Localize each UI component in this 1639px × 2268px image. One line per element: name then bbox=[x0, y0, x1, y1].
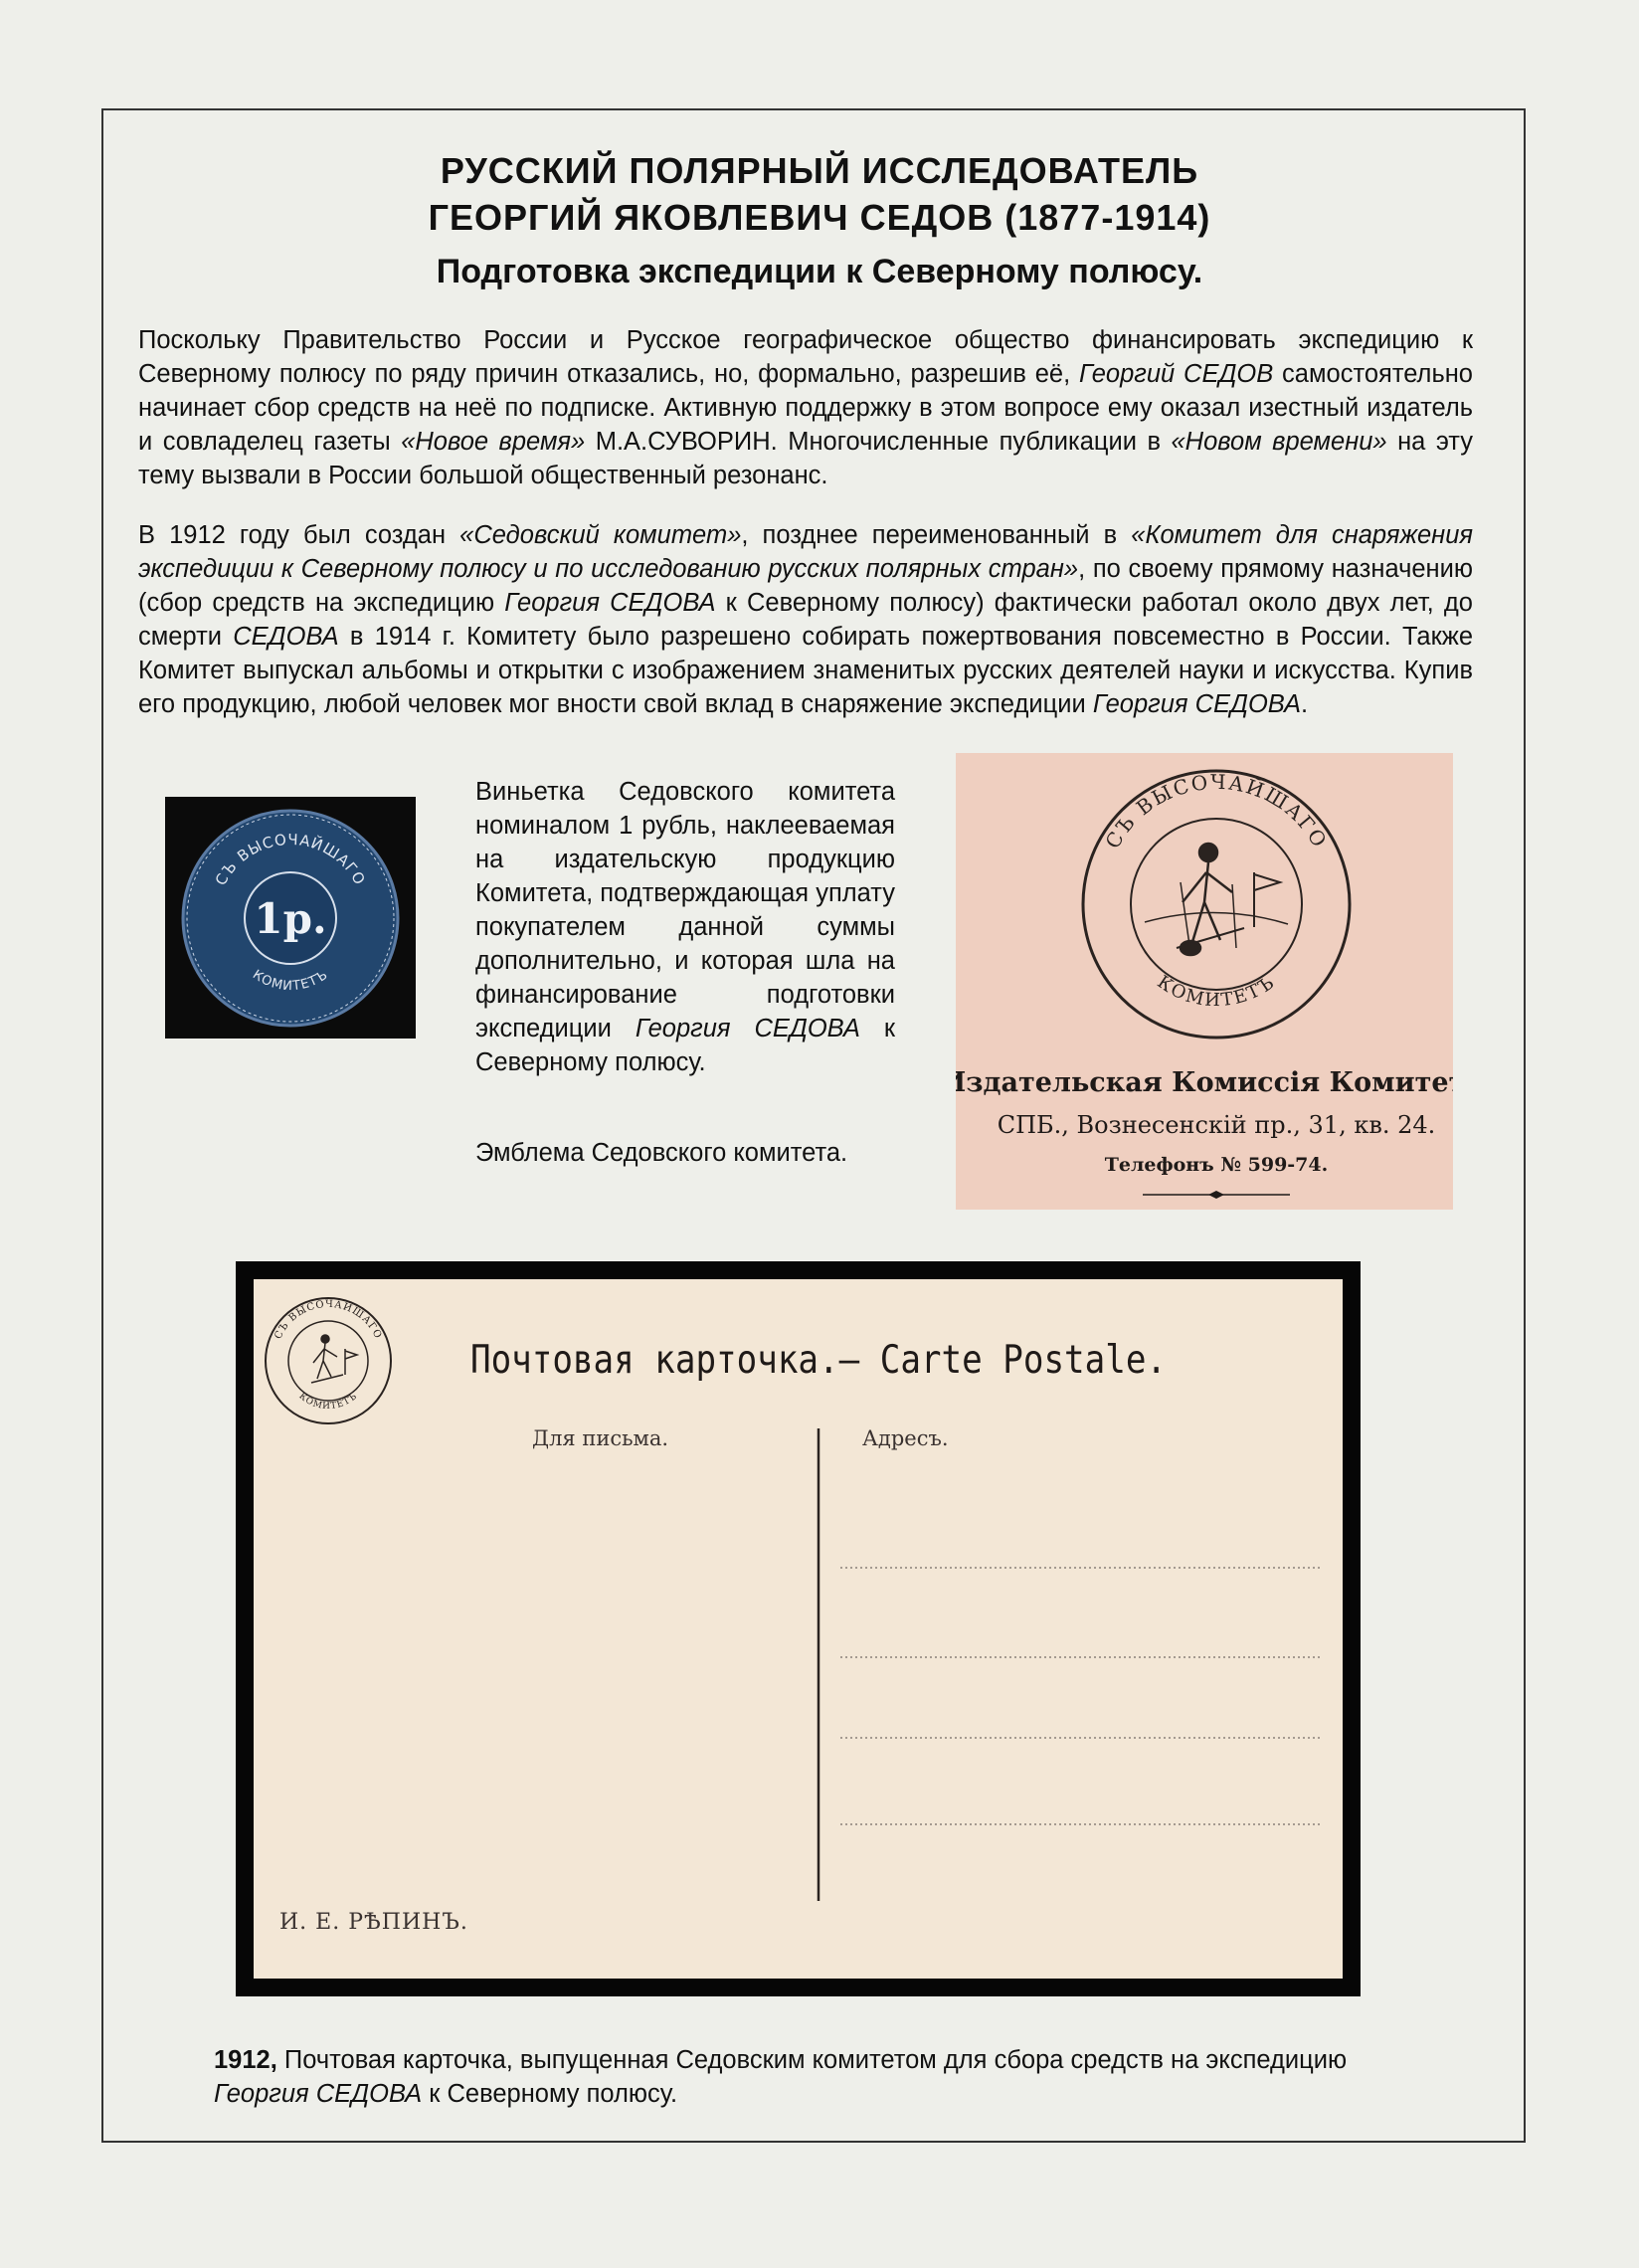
svg-text:СЪ ВЫСОЧАЙШАГО bbox=[273, 1299, 383, 1341]
postcard-heading: Почтовая карточка.— Carte Postale. bbox=[470, 1338, 1167, 1383]
committee-emblem-image bbox=[956, 753, 1453, 1210]
postcard-caption: 1912, Почтовая карточка, выпущенная Седовским комитетом для сбора средств на экспедицию Георгия СЕДОВА к Северному полюсу. bbox=[214, 2046, 1348, 2108]
postcard-address-label: Адресъ. bbox=[862, 1426, 949, 1450]
postcard-artist: И. Е. РѢПИНЪ. bbox=[279, 1910, 468, 1935]
paragraph-funding: Поскольку Правительство России и Русское географическое общество финансировать экспедицию к Северному полюсу по ряду причин отказались, но, формально, разрешив её, Георгий СЕДОВ самостоятельно начинает сбор средств на неё по подписке. Активную поддержку в этом вопросе ему оказал изестный издатель и совладелец газеты «Новое время» М.А.СУВОРИН. Многочисленные публикации в «Новом времени» на эту тему вызвали в России большой общественный резонанс. bbox=[138, 326, 1473, 489]
emblem-line-address: СПБ., Вознесенскій пр., 31, кв. 24. bbox=[997, 1111, 1436, 1139]
svg-text:СЪ ВЫСОЧАЙШАГО bbox=[1100, 770, 1332, 852]
vignette-ring-top-text: СЪ ВЫСОЧАЙШАГО bbox=[211, 830, 370, 889]
vignette-description: Виньетка Седовского комитета номиналом 1 рубль, наклееваемая на издательскую продукцию Комитета, подтверждающая уплату покупателем данной суммы дополнительно, и которая шла на финансирование подготовки экспедиции Георгия СЕДОВА к Северному полюсу. bbox=[475, 778, 895, 1076]
vignette-ring-bottom-text: КОМИТЕТЪ bbox=[249, 967, 332, 995]
emblem-line-phone: Телефонъ № 599-74. bbox=[1104, 1154, 1329, 1176]
paragraph-committee: В 1912 году был создан «Седовский комитет», позднее переименованный в «Комитет для снаряжения экспедиции к Северному полюсу и по исследованию русских полярных стран», по своему прямому назначению (сбор средств на экспедицию Георгия СЕДОВА к Северному полюсу) фактически работал около двух лет, до смерти СЕДОВА в 1914 г. Комитету было разрешено собирать пожертвования повсеместно в России. Также Комитет выпускал альбомы и открытки с изображением знаменитых русских деятелей науки и искусства. Купив его продукцию, любой человек мог вности свой вклад в снаряжение экспедиции Георгия СЕДОВА. bbox=[138, 521, 1474, 718]
skier-illustration bbox=[1145, 844, 1288, 955]
postcard-image bbox=[254, 1279, 1343, 1979]
vignette-denomination: 1р. bbox=[254, 894, 327, 943]
page-title-line2: ГЕОРГИЙ ЯКОВЛЕВИЧ СЕДОВ (1877-1914) bbox=[428, 197, 1211, 238]
emblem-ring-bottom-text: КОМИТЕТЪ bbox=[1153, 971, 1280, 1012]
page-subtitle: Подготовка экспедиции к Северному полюсу. bbox=[436, 253, 1203, 290]
emblem-caption: Эмблема Седовского комитета. bbox=[475, 1139, 848, 1167]
vignette-stamp-image bbox=[165, 797, 416, 1039]
emblem-ring-top-text: СЪ ВЫСОЧАЙШАГО bbox=[1100, 769, 1333, 853]
postcard-emblem-ring-top: СЪ ВЫСОЧАЙШАГО bbox=[273, 1298, 384, 1342]
page-title-line1: РУССКИЙ ПОЛЯРНЫЙ ИССЛЕДОВАТЕЛЬ bbox=[440, 150, 1199, 191]
postcard-emblem-ring-bottom: КОМИТЕТЪ bbox=[296, 1391, 360, 1413]
postcard-letter-label: Для письма. bbox=[532, 1426, 669, 1450]
postcard-skier-icon bbox=[311, 1335, 357, 1383]
emblem-line-commission: Издательская Комиссія Комитета. bbox=[956, 1067, 1453, 1098]
svg-text:КОМИТЕТЪ bbox=[1154, 972, 1280, 1012]
svg-text:КОМИТЕТЪ bbox=[297, 1392, 360, 1412]
